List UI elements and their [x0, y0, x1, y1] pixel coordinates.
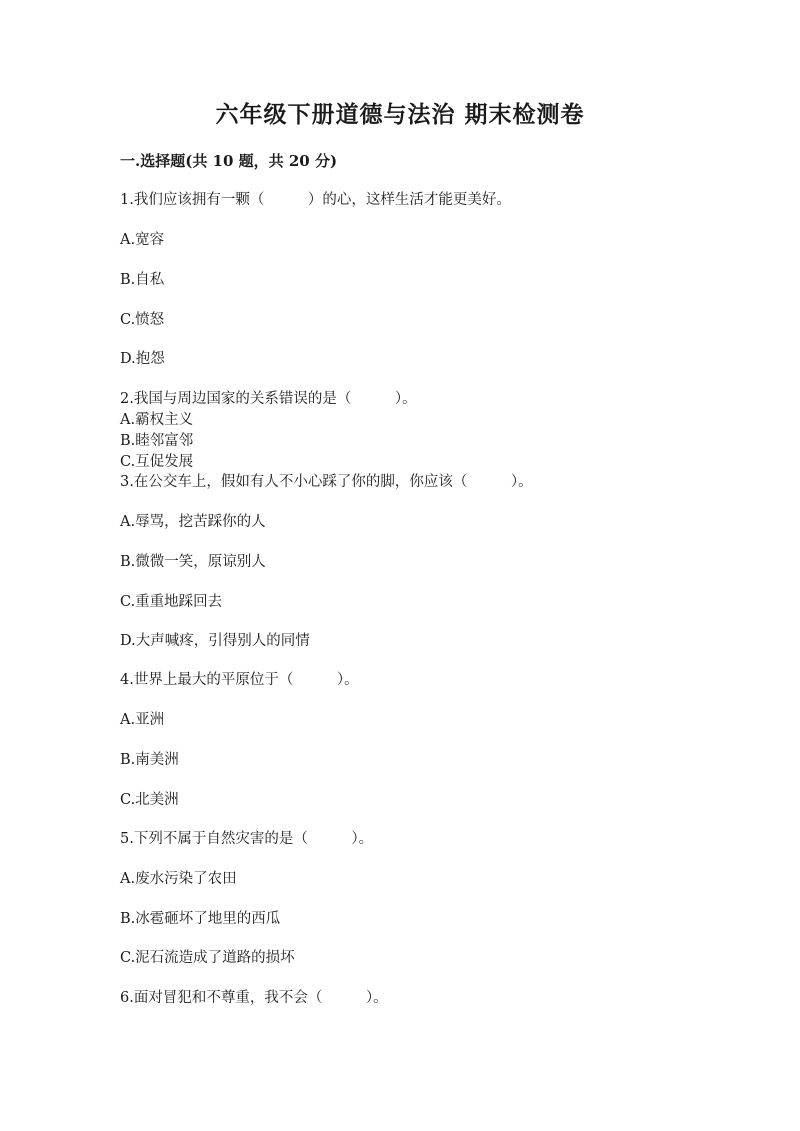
question-stem-6: 6.面对冒犯和不尊重，我不会（ ）。 [120, 990, 388, 1006]
option-4a: A.亚洲 [120, 712, 165, 728]
option-2a: A.霸权主义 [120, 412, 194, 428]
question-stem-5: 5.下列不属于自然灾害的是（ ）。 [120, 831, 374, 847]
option-2b: B.睦邻富邻 [120, 433, 194, 449]
page-title: 六年级下册道德与法治 期末检测卷 [215, 101, 585, 128]
option-5a: A.废水污染了农田 [120, 871, 237, 887]
option-1c: C.愤怒 [120, 312, 165, 328]
option-2c: C.互促发展 [120, 454, 194, 470]
option-3b: B.微微一笑，原谅别人 [120, 554, 266, 570]
question-stem-1: 1.我们应该拥有一颗（ ）的心，这样生活才能更美好。 [120, 192, 511, 208]
option-5b: B.冰雹砸坏了地里的西瓜 [120, 911, 281, 927]
option-3d: D.大声喊疼，引得别人的同情 [120, 633, 310, 649]
question-stem-4: 4.世界上最大的平原位于（ ）。 [120, 672, 359, 688]
question-stem-3: 3.在公交车上，假如有人不小心踩了你的脚，你应该（ ）。 [120, 474, 533, 490]
option-1a: A.宽容 [120, 232, 165, 248]
option-4b: B.南美洲 [120, 752, 179, 768]
option-3a: A.辱骂，挖苦踩你的人 [120, 514, 266, 530]
question-stem-2: 2.我国与周边国家的关系错误的是（ ）。 [120, 391, 417, 407]
section-heading: 一.选择题(共 10 题，共 20 分) [120, 152, 338, 170]
option-1d: D.抱怨 [120, 351, 165, 367]
option-5c: C.泥石流造成了道路的损坏 [120, 950, 295, 966]
option-4c: C.北美洲 [120, 792, 179, 808]
option-3c: C.重重地踩回去 [120, 594, 223, 610]
option-1b: B.自私 [120, 272, 165, 288]
